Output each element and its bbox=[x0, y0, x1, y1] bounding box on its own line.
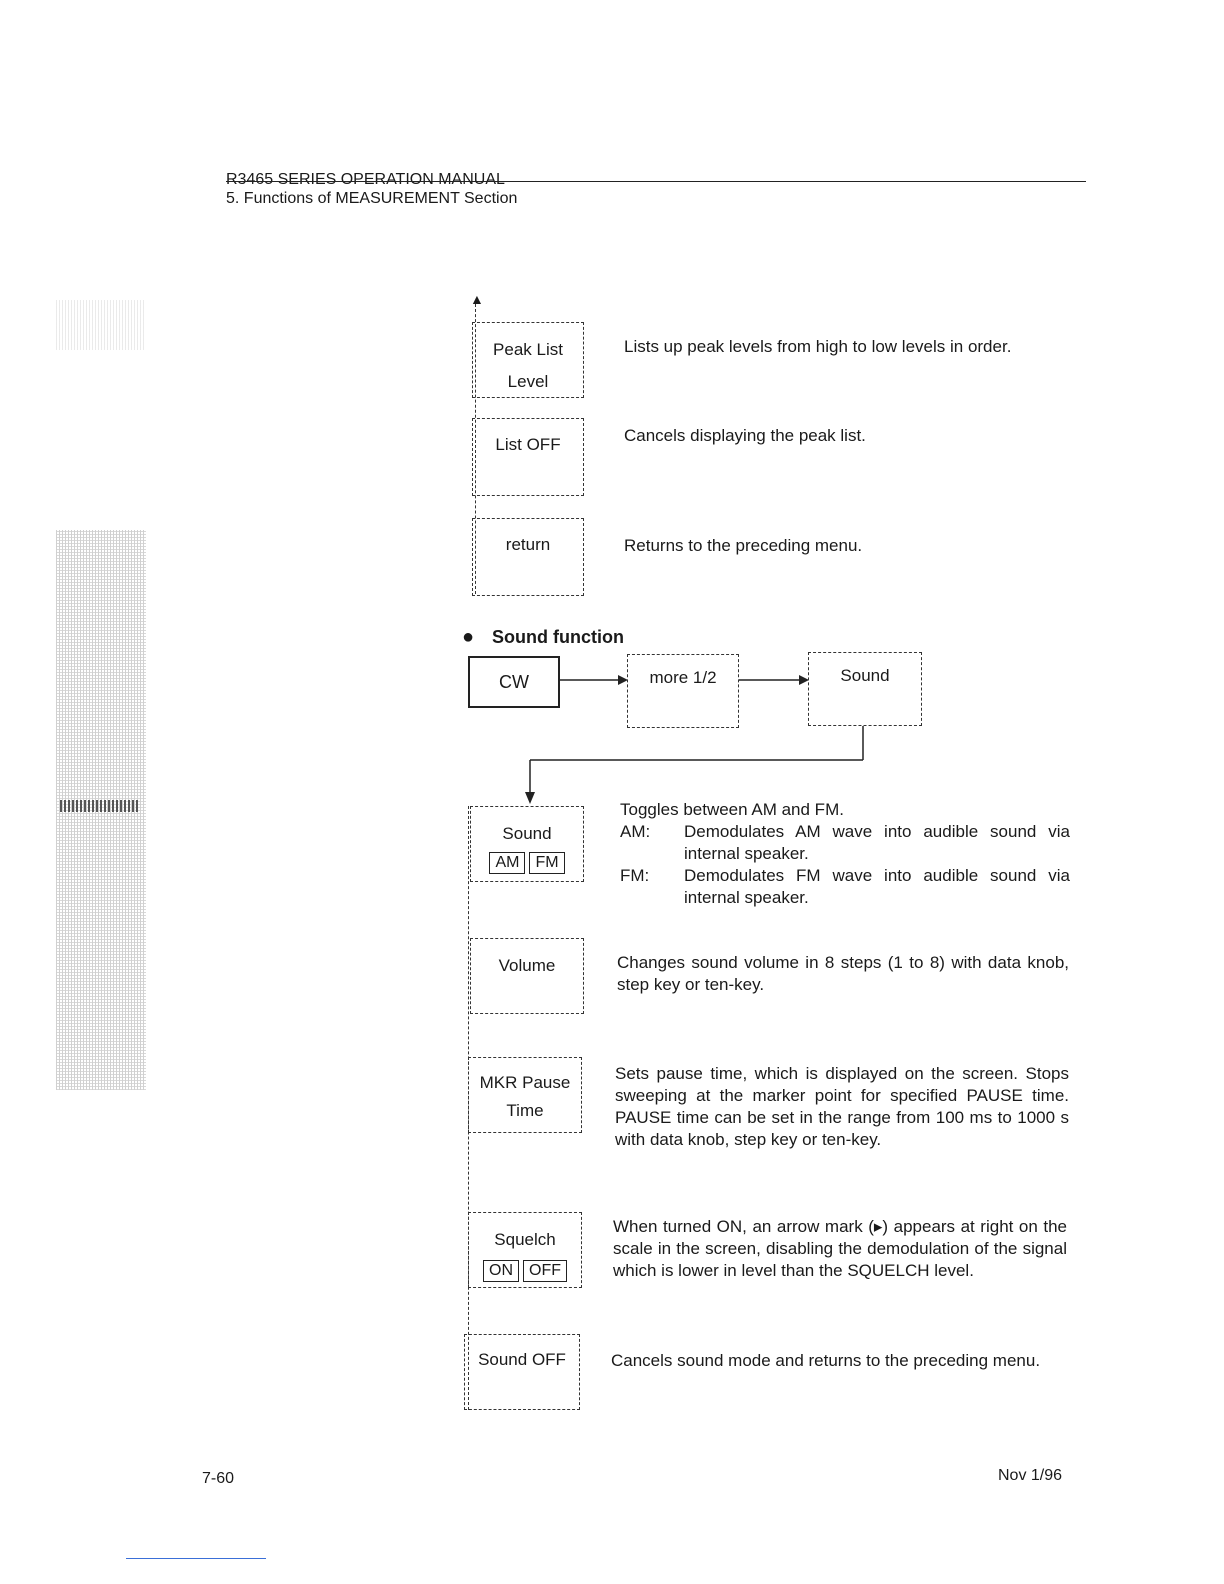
scan-artifact-mark bbox=[60, 800, 140, 812]
scan-artifact-top bbox=[56, 300, 146, 350]
sound-function-title: Sound function bbox=[492, 627, 624, 647]
softkey-more-label: more 1/2 bbox=[649, 668, 717, 687]
header-rule bbox=[226, 181, 1086, 182]
fm-option[interactable]: FM bbox=[529, 852, 564, 874]
am-key: AM: bbox=[620, 822, 651, 841]
sound-description bbox=[620, 799, 1070, 909]
softkey-peak-list-label-2: Level bbox=[507, 372, 549, 391]
mkr-pause-description: Sets pause time, which is displayed on the screen. Stops sweeping at the marker point for specified PAUSE time. PAUSE time can be set in the range from 100 ms to 1000 s with data knob, step key or ten-key. bbox=[615, 1064, 1069, 1149]
squelch-off-option[interactable]: OFF bbox=[523, 1260, 567, 1282]
softkey-squelch[interactable] bbox=[468, 1212, 582, 1288]
am-row bbox=[620, 821, 1070, 865]
bullet-icon: ● bbox=[462, 626, 475, 648]
softkey-list-off-label: List OFF bbox=[495, 435, 561, 454]
am-option[interactable]: AM bbox=[489, 852, 525, 874]
sound-off-description: Cancels sound mode and returns to the preceding menu. bbox=[611, 1351, 1041, 1370]
key-cw[interactable] bbox=[468, 656, 560, 708]
softkey-more-1-2[interactable] bbox=[627, 654, 739, 728]
softkey-volume-label: Volume bbox=[498, 956, 556, 975]
peak-list-description: Lists up peak levels from high to low levels in order. bbox=[624, 337, 1012, 356]
submenu-connector bbox=[520, 726, 880, 806]
bottom-link-underline bbox=[126, 1558, 266, 1559]
arrow-cw-to-more bbox=[560, 672, 628, 688]
am-text: Demodulates AM wave into audible sound via internal speaker. bbox=[684, 822, 1070, 863]
revision-date: Nov 1/96 bbox=[998, 1467, 1063, 1484]
manual-title: R3465 SERIES OPERATION MANUAL bbox=[226, 171, 505, 188]
softkey-peak-list-label-1: Peak List bbox=[493, 340, 563, 359]
squelch-description: When turned ON, an arrow mark (▸) appears at right on the scale in the screen, disabling the demodulation of the signal which is lower in level than the SQUELCH level. bbox=[613, 1217, 1067, 1280]
squelch-on-option[interactable]: ON bbox=[483, 1260, 519, 1282]
softkey-mkr-pause-label-1: MKR Pause bbox=[479, 1073, 571, 1092]
page-number: 7-60 bbox=[202, 1470, 235, 1487]
sound-intro: Toggles between AM and FM. bbox=[620, 800, 844, 819]
softkey-sound-off[interactable] bbox=[464, 1334, 580, 1410]
am-fm-toggle[interactable] bbox=[471, 851, 583, 874]
arrow-more-to-sound bbox=[739, 672, 809, 688]
section-title: 5. Functions of MEASUREMENT Section bbox=[226, 190, 518, 207]
up-arrow-icon: ▲ bbox=[470, 291, 484, 307]
squelch-toggle[interactable] bbox=[469, 1259, 581, 1282]
softkey-sound-entry[interactable] bbox=[808, 652, 922, 726]
softkey-list-off[interactable] bbox=[472, 418, 584, 496]
softkey-sound-label: Sound bbox=[502, 824, 552, 843]
softkey-volume[interactable] bbox=[470, 938, 584, 1014]
softkey-sound-am-fm[interactable] bbox=[470, 806, 584, 882]
softkey-peak-list-level[interactable] bbox=[472, 322, 584, 398]
list-off-description: Cancels displaying the peak list. bbox=[624, 426, 866, 445]
softkey-mkr-pause-time[interactable] bbox=[468, 1057, 582, 1133]
softkey-mkr-pause-label-2: Time bbox=[506, 1101, 544, 1120]
fm-text: Demodulates FM wave into audible sound via internal speaker. bbox=[684, 866, 1070, 907]
softkey-return[interactable] bbox=[472, 518, 584, 596]
volume-description: Changes sound volume in 8 steps (1 to 8) with data knob, step key or ten-key. bbox=[617, 953, 1069, 994]
softkey-sound-off-label: Sound OFF bbox=[478, 1350, 566, 1369]
fm-key: FM: bbox=[620, 866, 650, 885]
key-cw-label: CW bbox=[499, 672, 529, 692]
softkey-squelch-label: Squelch bbox=[494, 1230, 556, 1249]
softkey-return-label: return bbox=[505, 535, 551, 554]
fm-row bbox=[620, 865, 1070, 909]
return-description: Returns to the preceding menu. bbox=[624, 536, 863, 555]
softkey-sound-entry-label: Sound bbox=[840, 666, 890, 685]
